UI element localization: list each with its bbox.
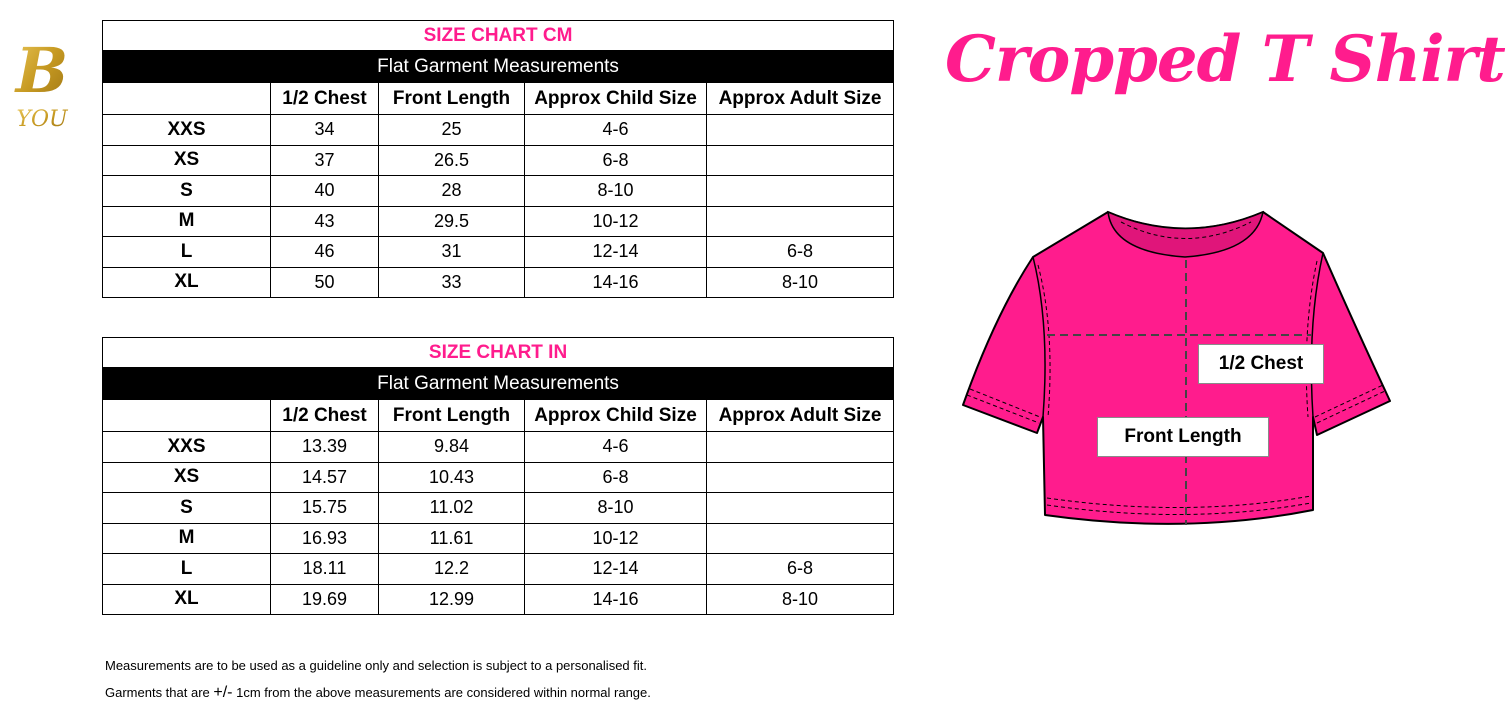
column-header: Approx Adult Size (707, 400, 894, 432)
size-label: L (103, 237, 271, 268)
table-cell: 12.2 (379, 554, 525, 585)
table-cell: 8-10 (707, 584, 894, 615)
column-header (103, 83, 271, 115)
size-label: M (103, 523, 271, 554)
plus-minus-symbol: +/- (213, 684, 233, 701)
table-row (103, 145, 894, 176)
table-cell: 50 (271, 267, 379, 298)
size-label: M (103, 206, 271, 237)
table-cell (707, 206, 894, 237)
table-cell: 43 (271, 206, 379, 237)
table-cell: 15.75 (271, 493, 379, 524)
column-header (103, 400, 271, 432)
table-cell: 4-6 (525, 432, 707, 463)
column-header: 1/2 Chest (271, 400, 379, 432)
table-row (103, 462, 894, 493)
table-cell: 9.84 (379, 432, 525, 463)
table-cell (707, 145, 894, 176)
column-header: Front Length (379, 83, 525, 115)
note-line: Measurements are to be used as a guideline only and selection is subject to a personalised fit. (105, 658, 647, 673)
logo-letter: B (15, 34, 69, 107)
table-row (103, 237, 894, 268)
table-row (103, 206, 894, 237)
table-row (103, 267, 894, 298)
front-length-label: Front Length (1097, 417, 1269, 457)
table-cell: 10.43 (379, 462, 525, 493)
size-chart-cm (102, 20, 894, 298)
size-label: S (103, 493, 271, 524)
table-row (103, 523, 894, 554)
table-cell: 37 (271, 145, 379, 176)
table-cell: 18.11 (271, 554, 379, 585)
size-chart-in (102, 337, 894, 615)
table-cell: 14-16 (525, 267, 707, 298)
note-text: 1cm from the above measurements are considered within normal range. (232, 685, 651, 700)
table-row (103, 584, 894, 615)
table-cell: 19.69 (271, 584, 379, 615)
size-label: XXS (103, 115, 271, 146)
table-cell: 46 (271, 237, 379, 268)
column-header: Approx Adult Size (707, 83, 894, 115)
table-cell: 12.99 (379, 584, 525, 615)
note-line (105, 679, 651, 706)
size-label: XXS (103, 432, 271, 463)
cropped-tshirt-illustration (955, 205, 1400, 535)
table-cell: 6-8 (707, 237, 894, 268)
table-row (103, 115, 894, 146)
table-cell: 12-14 (525, 554, 707, 585)
size-label: S (103, 176, 271, 207)
size-label: XS (103, 145, 271, 176)
table-cell: 8-10 (525, 493, 707, 524)
chart-title: SIZE CHART IN (103, 338, 894, 368)
table-cell: 6-8 (707, 554, 894, 585)
column-header: 1/2 Chest (271, 83, 379, 115)
table-cell: 11.02 (379, 493, 525, 524)
table-row (103, 493, 894, 524)
table-cell (707, 493, 894, 524)
table-cell: 25 (379, 115, 525, 146)
chart-band: Flat Garment Measurements (103, 368, 894, 400)
brand-logo (8, 28, 76, 132)
chart-title: SIZE CHART CM (103, 21, 894, 51)
column-header: Approx Child Size (525, 83, 707, 115)
table-row (103, 432, 894, 463)
logo-word: YOU (16, 107, 68, 132)
table-row (103, 554, 894, 585)
product-title: Cropped T Shirt (945, 22, 1505, 97)
footnotes (105, 652, 651, 706)
column-header: Approx Child Size (525, 400, 707, 432)
table-cell: 28 (379, 176, 525, 207)
table-cell: 11.61 (379, 523, 525, 554)
chest-measure-label: 1/2 Chest (1198, 344, 1324, 384)
table-cell: 14-16 (525, 584, 707, 615)
table-cell: 6-8 (525, 145, 707, 176)
table-cell: 26.5 (379, 145, 525, 176)
table-cell: 8-10 (525, 176, 707, 207)
table-cell: 13.39 (271, 432, 379, 463)
table-cell: 8-10 (707, 267, 894, 298)
size-label: XL (103, 584, 271, 615)
table-cell: 4-6 (525, 115, 707, 146)
size-label: XS (103, 462, 271, 493)
table-row (103, 176, 894, 207)
table-cell: 34 (271, 115, 379, 146)
table-cell: 40 (271, 176, 379, 207)
table-cell: 6-8 (525, 462, 707, 493)
table-cell (707, 523, 894, 554)
size-label: L (103, 554, 271, 585)
table-cell: 29.5 (379, 206, 525, 237)
table-cell: 33 (379, 267, 525, 298)
table-cell: 10-12 (525, 206, 707, 237)
table-cell (707, 462, 894, 493)
table-cell: 16.93 (271, 523, 379, 554)
table-cell: 31 (379, 237, 525, 268)
table-cell: 12-14 (525, 237, 707, 268)
size-label: XL (103, 267, 271, 298)
table-cell: 10-12 (525, 523, 707, 554)
table-cell (707, 176, 894, 207)
note-text: Garments that are (105, 685, 214, 700)
table-cell (707, 432, 894, 463)
column-header: Front Length (379, 400, 525, 432)
chart-band: Flat Garment Measurements (103, 51, 894, 83)
table-cell (707, 115, 894, 146)
table-cell: 14.57 (271, 462, 379, 493)
